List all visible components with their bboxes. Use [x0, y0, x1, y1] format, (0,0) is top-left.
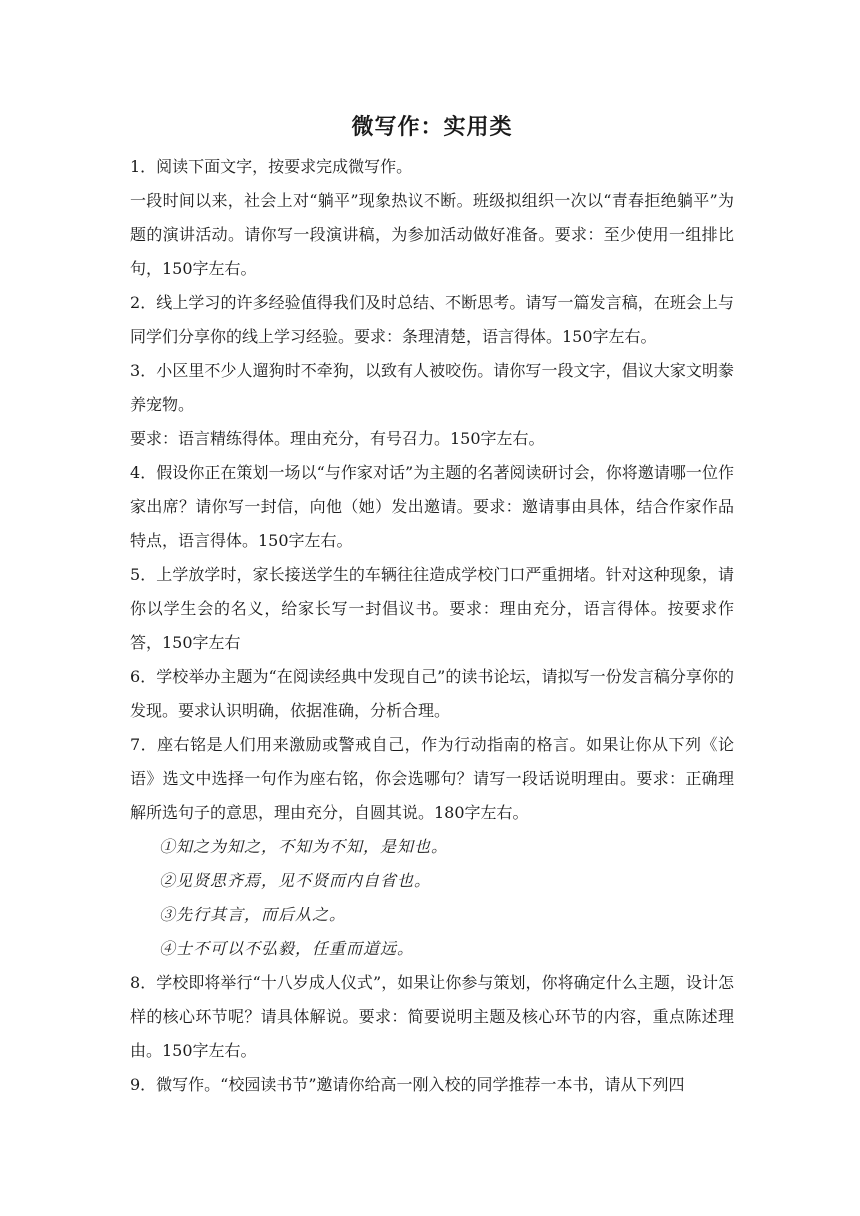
- question-7-text: 7．座右铭是人们用来激励或警戒自己，作为行动指南的格言。如果让你从下列《论语》选文中选择一句作为座右铭，你会选哪句？请写一段话说明理由。要求：正确理解所选句子的意思，理由充分，自圆其说。180字左右。: [130, 735, 734, 822]
- quote-1: ①知之为知之，不知为不知，是知也。: [159, 837, 449, 856]
- question-8-text: 8．学校即将举行“十八岁成人仪式”，如果让你参与策划，你将确定什么主题，设计怎样的核心环节呢？请具体解说。要求：简要说明主题及核心环节的内容，重点陈述理由。150字左右。: [130, 973, 734, 1060]
- question-3-requirement: 要求：语言精练得体。理由充分，有号召力。150字左右。: [130, 429, 545, 448]
- page-title: 微写作：实用类: [351, 115, 513, 140]
- question-6-text: 6．学校举办主题为“在阅读经典中发现自己”的读书论坛，请拟写一份发言稿分享你的发现。要求认识明确，依据准确，分析合理。: [130, 667, 734, 720]
- question-1-text: 一段时间以来，社会上对“躺平”现象热议不断。班级拟组织一次以“青春拒绝躺平”为题的演讲活动。请你写一段演讲稿，为参加活动做好准备。要求：至少使用一组排比句，150字左右。: [130, 191, 734, 278]
- question-5-text: 5．上学放学时，家长接送学生的车辆往往造成学校门口严重拥堵。针对这种现象，请你以学生会的名义，给家长写一封倡议书。要求：理由充分，语言得体。按要求作答，150字左右: [130, 565, 734, 652]
- quote-3: ③先行其言，而后从之。: [159, 905, 347, 924]
- question-9-text: 9．微写作。“校园读书节”邀请你给高一刚入校的同学推荐一本书，请从下列四: [130, 1075, 685, 1094]
- quote-4: ④士不可以不弘毅，任重而道远。: [159, 939, 415, 958]
- quote-2: ②见贤思齐焉，见不贤而内自省也。: [159, 871, 432, 890]
- question-1-heading: 1．阅读下面文字，按要求完成微写作。: [130, 157, 413, 176]
- question-4-text: 4．假设你正在策划一场以“与作家对话”为主题的名著阅读研讨会，你将邀请哪一位作家出席？请你写一封信，向他（她）发出邀请。要求：邀请事由具体，结合作家作品特点，语言得体。150字左右。: [130, 463, 734, 550]
- question-3-text: 3．小区里不少人遛狗时不牵狗，以致有人被咬伤。请你写一段文字，倡议大家文明豢养宠物。: [130, 361, 734, 414]
- question-2-text: 2．线上学习的许多经验值得我们及时总结、不断思考。请写一篇发言稿，在班会上与同学们分享你的线上学习经验。要求：条理清楚，语言得体。150字左右。: [130, 293, 734, 346]
- document-body: [130, 150, 734, 1102]
